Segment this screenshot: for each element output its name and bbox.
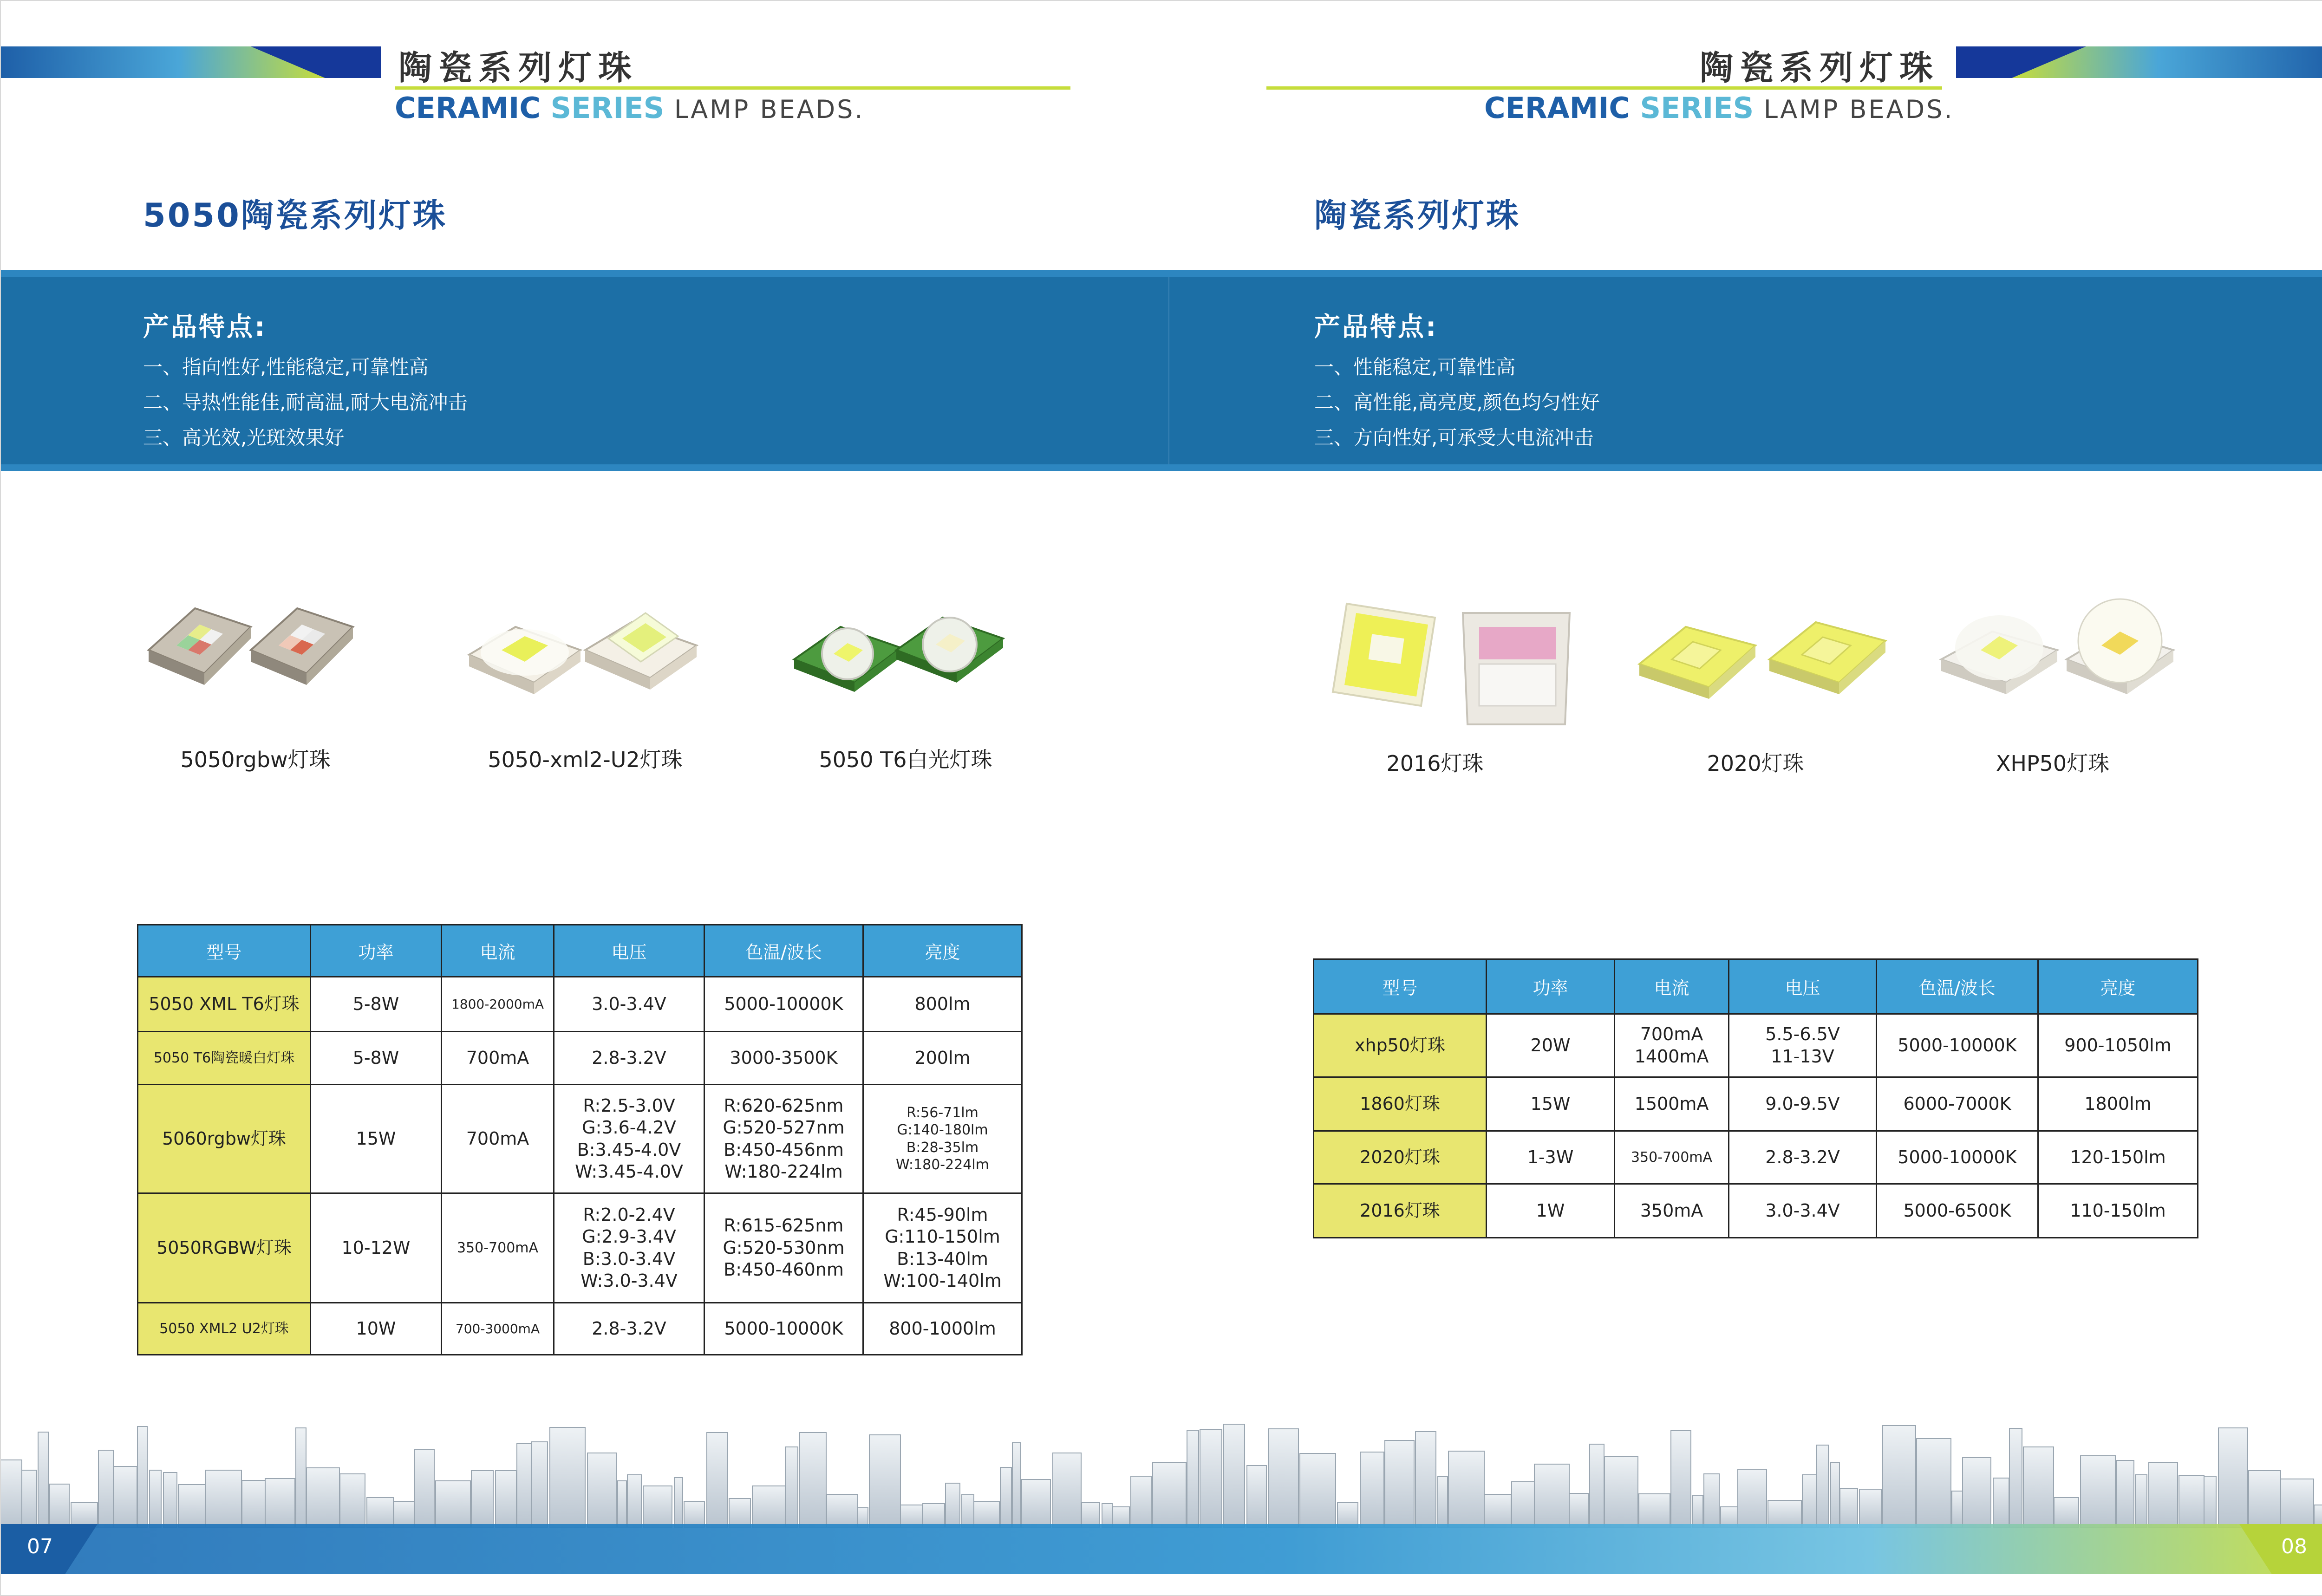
skyline-building — [1817, 1445, 1828, 1528]
table-cell-voltage — [554, 1193, 704, 1303]
right-feature-2: 二、高性能,高亮度,颜色均匀性好 — [1314, 391, 1600, 414]
table-cell-power: 10-12W — [311, 1193, 442, 1303]
cell-line: G:110-150lm — [885, 1226, 1000, 1247]
table-cell-model: 5050RGBW灯珠 — [138, 1193, 311, 1303]
skyline-building — [752, 1486, 785, 1528]
table-cell-cct — [704, 1085, 863, 1193]
left-feature-1: 一、指向性好,性能稳定,可靠性高 — [143, 356, 429, 378]
cell-line: B:28-35lm — [906, 1139, 979, 1156]
skyline-building — [496, 1471, 516, 1528]
skyline-building — [436, 1481, 470, 1528]
skyline-building — [150, 1470, 161, 1528]
skyline-building — [2116, 1460, 2134, 1528]
cell-line: W:3.45-4.0V — [575, 1161, 683, 1182]
skyline-building — [2179, 1475, 2204, 1528]
cell-line: G:520-527nm — [723, 1117, 845, 1138]
skyline-building — [1484, 1494, 1511, 1528]
flat-smd-led-icon — [1328, 576, 1588, 734]
skyline-building — [1337, 1503, 1358, 1528]
city-skyline-illustration — [0, 1412, 2322, 1579]
skyline-building — [1590, 1444, 1604, 1528]
skyline-building — [1569, 1493, 1588, 1528]
skyline-building — [178, 1485, 205, 1528]
table-row — [1314, 1014, 2198, 1077]
skyline-building — [206, 1470, 241, 1528]
cell-line: G:140-180lm — [897, 1122, 988, 1138]
table-cell-voltage: 2.8-3.2V — [1729, 1131, 1877, 1184]
cell-line: B:3.0-3.4V — [582, 1248, 676, 1269]
cell-line: 700mA — [1640, 1024, 1703, 1044]
skyline-building — [1952, 1491, 1963, 1528]
right-table-header-row — [1314, 959, 2198, 1014]
table-cell-power: 5-8W — [311, 1032, 442, 1085]
skyline-building — [974, 1502, 999, 1528]
table-row — [1314, 1184, 2198, 1238]
left-feature-2: 二、导热性能佳,耐高温,耐大电流冲击 — [143, 391, 468, 414]
cell-line: W:180-224lm — [724, 1161, 843, 1182]
table-cell-voltage — [554, 1085, 704, 1193]
skyline-building — [2218, 1428, 2248, 1528]
table-cell-model: 5050 T6陶瓷暖白灯珠 — [138, 1032, 311, 1085]
skyline-building — [550, 1427, 585, 1528]
table-cell-cct: 5000-10000K — [704, 977, 863, 1032]
table-cell-brightness — [863, 1085, 1022, 1193]
right-th-brightness: 亮度 — [2038, 959, 2198, 1014]
table-cell-brightness: 800-1000lm — [863, 1303, 1022, 1355]
skyline-building — [1187, 1430, 1199, 1528]
header-decoration — [0, 0, 2322, 139]
table-row — [138, 977, 1022, 1032]
left-product-caption-2: 5050-xml2-U2灯珠 — [488, 747, 683, 772]
skyline-building — [1768, 1500, 1801, 1528]
cell-line: G:3.6-4.2V — [582, 1117, 676, 1138]
skyline-building — [1438, 1477, 1448, 1528]
left-product-caption-3: 5050 T6白光灯珠 — [819, 747, 992, 772]
right-features — [1314, 306, 1600, 450]
skyline-building — [587, 1453, 616, 1528]
skyline-building — [2135, 1475, 2147, 1528]
skyline-building — [1738, 1469, 1767, 1528]
skyline-building — [800, 1433, 826, 1528]
cell-line: B:450-456nm — [724, 1139, 844, 1160]
left-header-sub-lamp: LAMP BEADS. — [674, 95, 865, 124]
skyline-building — [2081, 1456, 2115, 1528]
skyline-building — [98, 1450, 113, 1528]
dome-xhp-led-icon — [1937, 585, 2197, 729]
skyline-building — [1153, 1463, 1186, 1528]
left-th-power: 功率 — [311, 925, 442, 977]
table-cell-current — [1615, 1014, 1729, 1077]
skyline-building — [729, 1498, 750, 1528]
table-cell-brightness: 200lm — [863, 1032, 1022, 1085]
cell-line: B:450-460nm — [724, 1259, 844, 1280]
left-header-sub-series: SERIES — [550, 91, 665, 125]
cell-line: R:2.0-2.4V — [583, 1204, 675, 1225]
skyline-building — [2009, 1428, 2022, 1528]
right-header-title: 陶瓷系列灯珠 — [1700, 48, 1940, 87]
left-section-title: 5050陶瓷系列灯珠 — [143, 196, 447, 235]
left-page-number: 07 — [27, 1535, 53, 1558]
table-cell-cct: 6000-7000K — [1877, 1077, 2038, 1131]
table-cell-current: 700mA — [442, 1085, 554, 1193]
cell-line: R:620-625nm — [724, 1095, 844, 1116]
table-cell-model: 5060rgbw灯珠 — [138, 1085, 311, 1193]
skyline-building — [1534, 1464, 1569, 1528]
cell-line: 5.5-6.5V — [1765, 1024, 1840, 1044]
feature-band-bottom-line — [0, 464, 2322, 471]
skyline-building — [517, 1444, 532, 1528]
table-cell-voltage: 2.8-3.2V — [554, 1032, 704, 1085]
left-table-header-row — [138, 925, 1022, 977]
skyline-building — [1012, 1443, 1021, 1528]
skyline-building — [827, 1494, 858, 1528]
skyline-building — [0, 1460, 22, 1528]
cell-line: B:13-40lm — [897, 1248, 988, 1269]
cell-line: 1400mA — [1634, 1046, 1709, 1067]
skyline-building — [1704, 1474, 1719, 1528]
skyline-building — [2249, 1471, 2281, 1528]
skyline-building — [1268, 1429, 1298, 1528]
skyline-building — [367, 1498, 393, 1528]
table-cell-current: 700mA — [442, 1032, 554, 1085]
skyline-building — [627, 1475, 641, 1528]
right-header-sub-series: SERIES — [1640, 91, 1754, 125]
right-header-sub-lamp: LAMP BEADS. — [1763, 95, 1954, 124]
skyline-building — [1200, 1429, 1222, 1528]
right-feature-1: 一、性能稳定,可靠性高 — [1314, 356, 1516, 378]
skyline-building — [1883, 1426, 1916, 1528]
table-cell-cct: 5000-6500K — [1877, 1184, 2038, 1238]
skyline-building — [1963, 1458, 1991, 1528]
skyline-building — [2204, 1476, 2216, 1528]
table-row — [1314, 1131, 2198, 1184]
right-th-cct: 色温/波长 — [1877, 959, 2038, 1014]
left-header-title: 陶瓷系列灯珠 — [398, 48, 639, 87]
skyline-building — [532, 1442, 548, 1528]
table-cell-voltage: 9.0-9.5V — [1729, 1077, 1877, 1131]
skyline-building — [2149, 1463, 2178, 1528]
table-cell-cct — [704, 1193, 863, 1303]
cell-line: 11-13V — [1771, 1046, 1834, 1067]
skyline-building — [1802, 1475, 1817, 1528]
skyline-building — [415, 1449, 434, 1528]
left-spec-table — [137, 924, 1023, 1355]
table-cell-brightness: 1800lm — [2038, 1077, 2198, 1131]
skyline-building — [1831, 1462, 1839, 1528]
skyline-building — [2023, 1447, 2054, 1528]
skyline-building — [1639, 1494, 1670, 1528]
table-cell-cct: 3000-3500K — [704, 1032, 863, 1085]
skyline-building — [946, 1483, 960, 1528]
feature-band-top-line — [0, 270, 2322, 277]
table-cell-power: 15W — [1487, 1077, 1615, 1131]
table-cell-brightness: 800lm — [863, 977, 1022, 1032]
skyline-building — [1385, 1440, 1414, 1528]
skyline-building — [113, 1466, 137, 1528]
skyline-building — [71, 1503, 98, 1528]
right-header-subtitle — [1484, 91, 1954, 125]
table-cell-model: 5050 XML T6灯珠 — [138, 977, 311, 1032]
skyline-building — [1300, 1453, 1336, 1528]
cell-line: R:56-71lm — [907, 1104, 978, 1121]
skyline-building — [1692, 1495, 1703, 1528]
right-page-number: 08 — [2281, 1535, 2307, 1558]
skyline-building — [242, 1480, 265, 1528]
cell-line: B:3.45-4.0V — [577, 1139, 681, 1160]
right-section-title: 陶瓷系列灯珠 — [1314, 196, 1520, 235]
skyline-building — [1512, 1482, 1534, 1528]
cell-line: G:520-530nm — [723, 1237, 845, 1258]
skyline-building — [340, 1474, 365, 1528]
left-features — [143, 306, 468, 450]
right-product-caption-2: 2020灯珠 — [1707, 751, 1804, 776]
skyline-building — [1053, 1453, 1081, 1528]
skyline-building — [707, 1433, 728, 1528]
table-row — [138, 1085, 1022, 1193]
skyline-building — [394, 1501, 415, 1528]
skyline-building — [785, 1447, 798, 1528]
table-row — [138, 1193, 1022, 1303]
table-cell-power: 5-8W — [311, 977, 442, 1032]
table-cell-model: xhp50灯珠 — [1314, 1014, 1487, 1077]
skyline-building — [1360, 1452, 1384, 1528]
skyline-building — [643, 1486, 672, 1528]
left-header-sub-ceramic: CERAMIC — [395, 91, 541, 125]
square-yellow-led-icon — [1635, 590, 1904, 729]
skyline-building — [1917, 1439, 1951, 1528]
table-cell-brightness: 900-1050lm — [2038, 1014, 2198, 1077]
table-cell-current: 1800-2000mA — [442, 977, 554, 1032]
table-cell-current: 1500mA — [1615, 1077, 1729, 1131]
skyline-building — [471, 1471, 493, 1528]
cell-line: R:615-625nm — [724, 1215, 844, 1236]
skyline-building — [1131, 1476, 1151, 1528]
table-cell-model: 5050 XML2 U2灯珠 — [138, 1303, 311, 1355]
table-cell-model: 2016灯珠 — [1314, 1184, 1487, 1238]
table-cell-voltage: 3.0-3.4V — [1729, 1184, 1877, 1238]
table-cell-cct: 5000-10000K — [704, 1303, 863, 1355]
left-th-voltage: 电压 — [554, 925, 704, 977]
skyline-building — [1993, 1478, 2009, 1528]
dome-led-chip-icon — [455, 590, 715, 729]
skyline-building — [265, 1479, 295, 1528]
table-cell-power: 20W — [1487, 1014, 1615, 1077]
right-th-power: 功率 — [1487, 959, 1615, 1014]
right-product-caption-1: 2016灯珠 — [1386, 751, 1484, 776]
skyline-building — [1022, 1479, 1050, 1528]
table-cell-voltage — [1729, 1014, 1877, 1077]
left-th-current: 电流 — [442, 925, 554, 977]
skyline-building — [2054, 1498, 2079, 1528]
skyline-building — [1448, 1451, 1484, 1528]
rgbw-led-chip-icon — [139, 580, 381, 729]
right-th-model: 型号 — [1314, 959, 1487, 1014]
table-cell-brightness: 110-150lm — [2038, 1184, 2198, 1238]
cell-line: W:100-140lm — [883, 1270, 1002, 1291]
left-feature-3: 三、高光效,光斑效果好 — [143, 426, 345, 449]
table-row — [1314, 1077, 2198, 1131]
skyline-building — [22, 1470, 37, 1528]
skyline-building — [674, 1478, 683, 1528]
skyline-building — [1415, 1432, 1436, 1528]
left-th-cct: 色温/波长 — [704, 925, 863, 977]
green-board-led-chip-icon — [785, 590, 1026, 729]
skyline-building — [1082, 1503, 1100, 1528]
cell-line: R:2.5-3.0V — [583, 1095, 675, 1116]
skyline-building — [50, 1484, 69, 1528]
skyline-building — [2281, 1479, 2314, 1528]
table-row — [138, 1032, 1022, 1085]
right-th-current: 电流 — [1615, 959, 1729, 1014]
skyline-building — [1605, 1457, 1638, 1528]
table-cell-power: 10W — [311, 1303, 442, 1355]
skyline-building — [684, 1502, 704, 1528]
table-cell-current: 700-3000mA — [442, 1303, 554, 1355]
right-spec-table — [1313, 958, 2198, 1238]
skyline-building — [1000, 1467, 1011, 1528]
table-cell-voltage: 3.0-3.4V — [554, 977, 704, 1032]
right-feature-3: 三、方向性好,可承受大电流冲击 — [1314, 426, 1594, 449]
table-cell-cct: 5000-10000K — [1877, 1014, 2038, 1077]
cell-line: R:45-90lm — [897, 1204, 988, 1225]
table-cell-cct: 5000-10000K — [1877, 1131, 2038, 1184]
right-features-heading: 产品特点: — [1314, 312, 1438, 342]
feature-band-divider — [1168, 277, 1169, 464]
table-cell-power: 1W — [1487, 1184, 1615, 1238]
left-header-subtitle — [395, 91, 865, 125]
left-th-model: 型号 — [138, 925, 311, 977]
left-features-heading: 产品特点: — [143, 312, 267, 342]
skyline-building — [869, 1435, 900, 1528]
table-cell-current: 350-700mA — [442, 1193, 554, 1303]
table-cell-power: 15W — [311, 1085, 442, 1193]
skyline-building — [1247, 1466, 1266, 1528]
skyline-building — [137, 1427, 147, 1528]
table-cell-voltage: 2.8-3.2V — [554, 1303, 704, 1355]
table-cell-brightness: 120-150lm — [2038, 1131, 2198, 1184]
table-cell-model: 1860灯珠 — [1314, 1077, 1487, 1131]
skyline-building — [1840, 1489, 1858, 1528]
table-cell-brightness — [863, 1193, 1022, 1303]
skyline-building — [618, 1481, 626, 1528]
skyline-building — [296, 1428, 306, 1528]
right-header-sub-ceramic: CERAMIC — [1484, 91, 1630, 125]
cell-line: W:180-224lm — [896, 1157, 989, 1173]
skyline-building — [1224, 1424, 1245, 1528]
left-product-caption-1: 5050rgbw灯珠 — [180, 747, 331, 772]
table-row — [138, 1303, 1022, 1355]
skyline-building — [38, 1432, 48, 1528]
right-th-voltage: 电压 — [1729, 959, 1877, 1014]
skyline-building — [1859, 1489, 1881, 1528]
cell-line: W:3.0-3.4V — [580, 1270, 678, 1291]
left-th-brightness: 亮度 — [863, 925, 1022, 977]
skyline-building — [307, 1468, 339, 1528]
table-cell-model: 2020灯珠 — [1314, 1131, 1487, 1184]
skyline-building — [1671, 1431, 1691, 1528]
skyline-building — [163, 1472, 177, 1528]
table-cell-power: 1-3W — [1487, 1131, 1615, 1184]
cell-line: G:2.9-3.4V — [582, 1226, 676, 1247]
table-cell-current: 350mA — [1615, 1184, 1729, 1238]
table-cell-current: 350-700mA — [1615, 1131, 1729, 1184]
skyline-building — [962, 1495, 974, 1528]
right-product-caption-3: XHP50灯珠 — [1996, 751, 2110, 776]
